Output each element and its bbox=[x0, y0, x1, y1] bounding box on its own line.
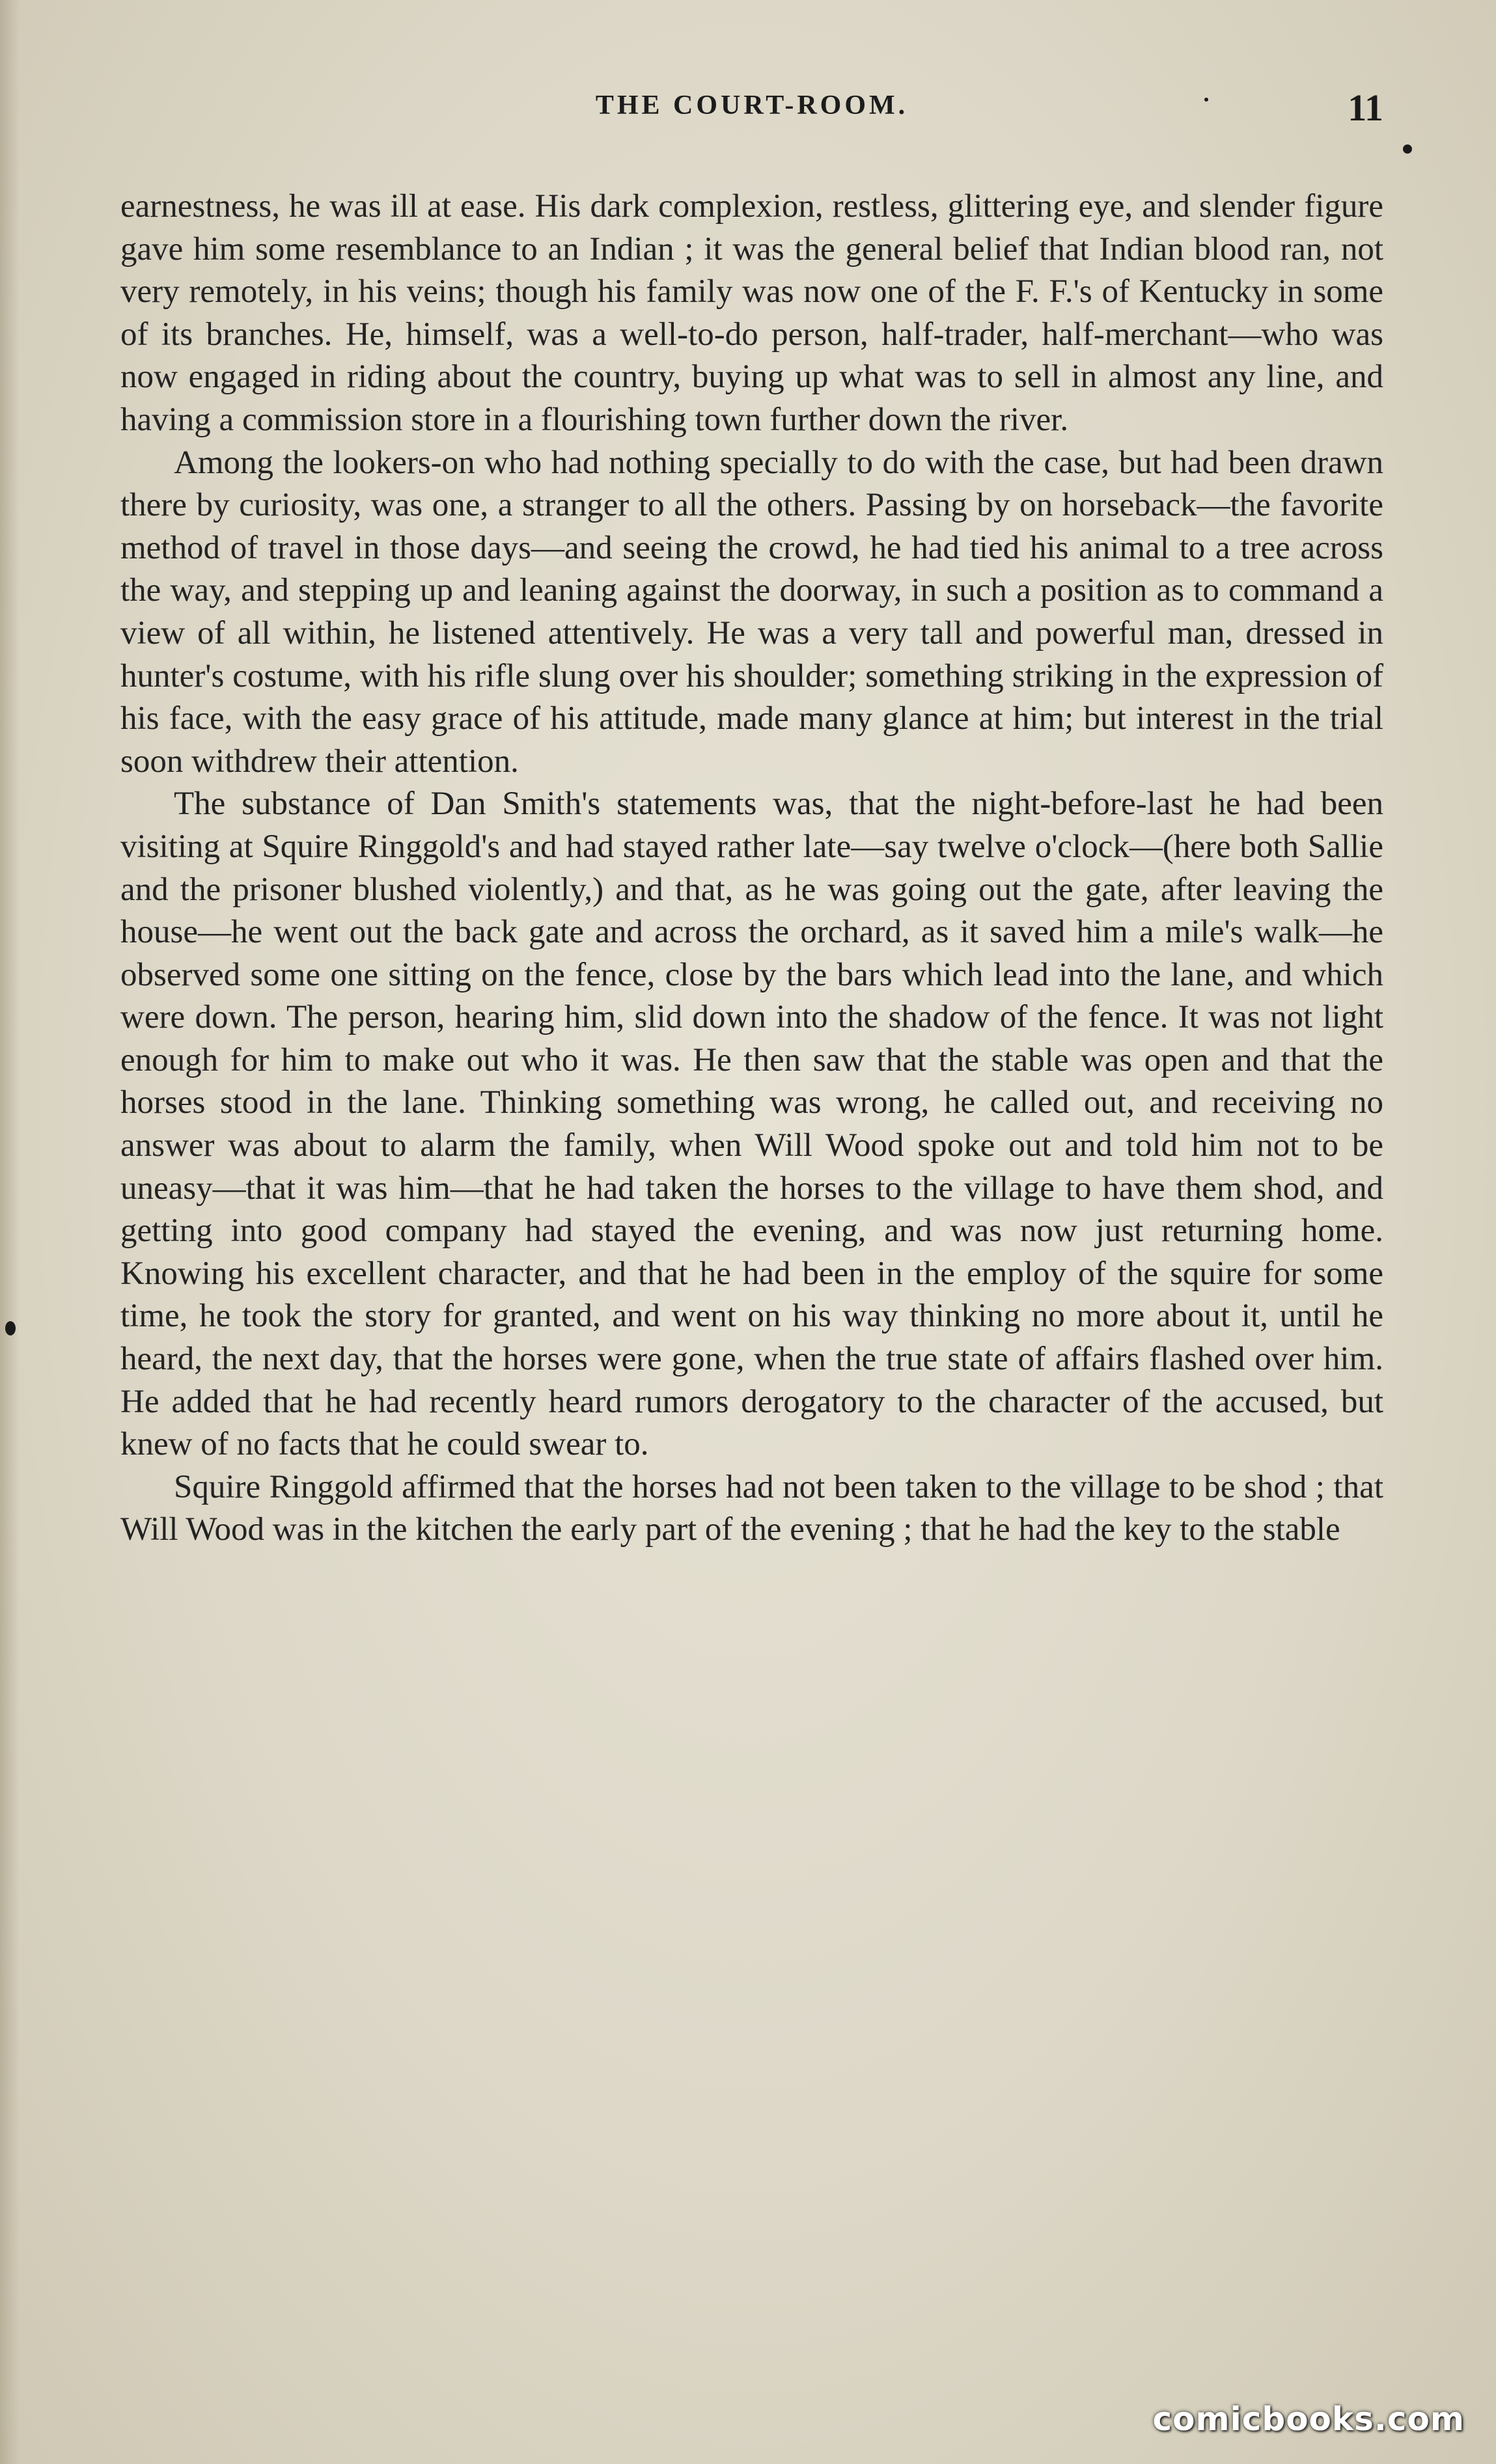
paragraph: earnestness, he was ill at ease. His dark complexion, restless, glittering eye, and slender figure gave him some resemblance to an Indian ; it was the general belief that Indian blood ran, not very remotely, in his veins; though his family was now one of the F. F.'s of Kentucky in some of its branches. He, himself, was a well-to-do person, half-trader, half-merchant—who was now engaged in riding about the country, buying up what was to sell in almost any line, and having a commission store in a flourishing town further down the river. bbox=[120, 188, 1383, 438]
ink-speck bbox=[5, 1321, 16, 1335]
page-edge-shadow bbox=[0, 0, 20, 2464]
page-number: 11 bbox=[1348, 87, 1383, 129]
body-text bbox=[120, 185, 1383, 1552]
paragraph: Among the lookers-on who had nothing specially to do with the case, but had been drawn there by curiosity, was one, a stranger to all the others. Passing by on horseback—the favorite method of travel in those days—and seeing the crowd, he had tied his animal to a tree across the way, and stepping up and leaning against the doorway, in such a position as to command a view of all within, he listened attentively. He was a very tall and powerful man, dressed in hunter's costume, with his rifle slung over his shoulder; something striking in the expression of his face, with the easy grace of his attitude, made many glance at him; but interest in the trial soon withdrew their attention. bbox=[120, 444, 1383, 780]
watermark: comicbooks.com bbox=[1152, 2400, 1465, 2438]
paragraph: Squire Ringgold affirmed that the horses had not been taken to the village to be shod ; that Will Wood was in the kitchen the early part of the evening ; that he had the key to the stable bbox=[120, 1468, 1383, 1548]
running-head: THE COURT-ROOM. bbox=[595, 90, 909, 120]
page-header bbox=[120, 87, 1383, 142]
ink-speck bbox=[1403, 144, 1412, 154]
paragraph: The substance of Dan Smith's statements was, that the night-before-last he had been visiting at Squire Ringgold's and had stayed rather late—say twelve o'clock—(here both Sallie and the prisoner blushed violently,) and that, as he was going out the gate, after leaving the house—he went out the back gate and across the orchard, as it saved him a mile's walk—he observed some one sitting on the fence, close by the bars which lead into the lane, and which were down. The person, hearing him, slid down into the shadow of the fence. It was not light enough for him to make out who it was. He then saw that the stable was open and that the horses stood in the lane. Thinking something was wrong, he called out, and receiving no answer was about to alarm the family, when Will Wood spoke out and told him not to be uneasy—that it was him—that he had taken the horses to the village to have them shod, and getting into good company had stayed the evening, and was now just returning home. Knowing his excellent character, and that he had been in the employ of the squire for some time, he took the story for granted, and went on his way thinking no more about it, until he heard, the next day, that the horses were gone, when the true state of affairs flashed over him. He added that he had recently heard rumors derogatory to the character of the accused, but knew of no facts that he could swear to. bbox=[120, 786, 1383, 1463]
